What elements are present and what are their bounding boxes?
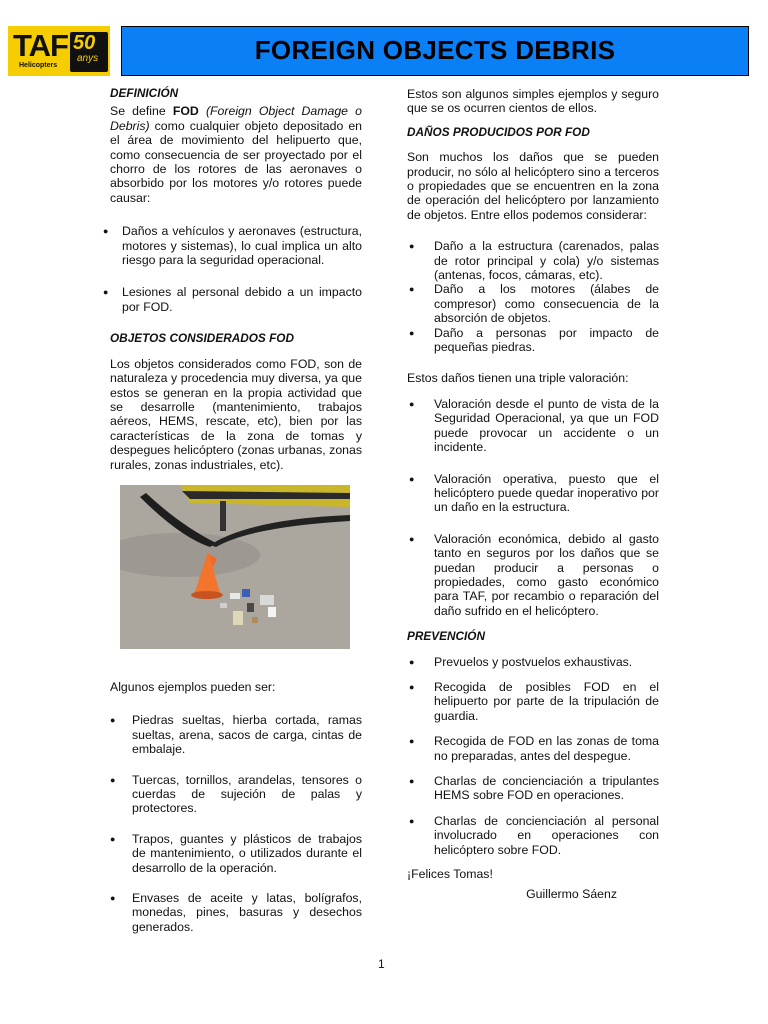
list-item-text: Valoración económica, debido al gasto tanto en seguros por los daños que se puedan producir a personas o propiedades, como gasto económico para TAF, por recambio o reparación del daño sufrido en el helicóptero. [434, 531, 659, 618]
list-item-text: Valoración operativa, puesto que el helicóptero puede quedar inoperativo por un daño en la estructura. [434, 471, 659, 515]
list-item [105, 285, 362, 314]
list-item [105, 713, 362, 756]
list-item-text: Trapos, guantes y plásticos de trabajos de mantenimiento, o utilizados durante el desarrollo de la operación. [132, 831, 362, 875]
bullet-icon: ● [110, 833, 116, 844]
list-item-text: Charlas de concienciación al personal involucrado en operaciones con helicóptero sobre FOD. [434, 813, 659, 857]
bullet-icon: ● [409, 473, 415, 484]
list-item-text: Daño a la estructura (carenados, palas de rotor principal y cola) y/o sistemas (antenas, focos, cámaras, etc). [434, 239, 659, 283]
danos-paragraph: Son muchos los daños que se pueden producir, no sólo al helicóptero sino a terceros o propiedades que se encuentren en la zona de operación del helicóptero por lanzamiento de objetos. Entre ellos podemos considerar: [407, 150, 659, 222]
def-lead: Se define [110, 104, 173, 119]
list-item [407, 774, 659, 803]
bullet-icon: ● [409, 398, 415, 409]
danos-heading: DAÑOS PRODUCIDOS POR FOD [407, 124, 590, 139]
page-number: 1 [378, 957, 385, 971]
list-item [407, 239, 659, 282]
right-intro: Estos son algunos simples ejemplos y seguro que se os ocurren cientos de ellos. [407, 87, 659, 116]
list-item-text: Tuercas, tornillos, arandelas, tensores o cuerdas de sujeción de palas y protectores. [132, 772, 362, 816]
list-item [407, 814, 659, 857]
list-item-text: Daños a vehículos y aeronaves (estructura, motores y sistemas), lo cual implica un alto riesgo para la seguridad operacional. [122, 224, 362, 268]
definicion-paragraph [110, 104, 362, 205]
def-italic: (Foreign Object Damage o Debris) [110, 104, 362, 133]
bullet-icon: ● [409, 533, 415, 544]
list-item [105, 832, 362, 875]
list-item-text: Valoración desde el punto de vista de la Seguridad Operacional, ya que un FOD puede provocar un accidente o un incidente. [434, 396, 659, 455]
bullet-icon: ● [110, 774, 116, 785]
valoracion-list [407, 397, 659, 618]
taf-logo [8, 26, 110, 76]
ejemplos-intro: Algunos ejemplos pueden ser: [110, 679, 276, 694]
fod-photo-illustration [120, 485, 350, 649]
list-item-text: Prevuelos y postvuelos exhaustivas. [434, 654, 633, 669]
bullet-icon: ● [409, 776, 415, 787]
bullet-icon: ● [409, 682, 415, 692]
list-item-text: Daño a los motores (álabes de compresor) como consecuencia de la absorción de objetos. [434, 282, 659, 326]
list-item [407, 472, 659, 515]
logo-subtext: Helicopters [19, 62, 58, 69]
list-item-text: Lesiones al personal debido a un impacto por FOD. [122, 285, 362, 314]
bullet-icon: ● [103, 287, 109, 298]
bullet-icon: ● [409, 815, 415, 826]
bullet-icon: ● [409, 284, 415, 295]
title-bar [121, 26, 749, 76]
bullet-icon: ● [409, 241, 415, 252]
list-item [407, 282, 659, 325]
list-item [407, 532, 659, 618]
prevencion-list [407, 655, 659, 857]
def-fod: FOD [172, 104, 199, 119]
left-column [103, 86, 362, 934]
list-item-text: Envases de aceite y latas, bolígrafos, monedas, pines, basuras y desechos generados. [132, 891, 362, 934]
list-item [105, 224, 362, 267]
closing-text: ¡Felices Tomas! [407, 867, 493, 882]
danos-list [407, 239, 659, 354]
list-item [407, 326, 659, 355]
bullet-icon: ● [409, 736, 415, 747]
list-item [407, 680, 659, 723]
list-item [105, 891, 362, 934]
ejemplos-list [110, 713, 362, 934]
definicion-heading: DEFINICIÓN [110, 86, 179, 100]
list-item-text: Daño a personas por impacto de pequeñas piedras. [434, 325, 659, 355]
objetos-heading: OBJETOS CONSIDERADOS FOD [110, 331, 294, 346]
list-item [407, 397, 659, 455]
anniversary-number: 50 [73, 32, 96, 54]
list-item [407, 734, 659, 763]
signature: Guillermo Sáenz [526, 887, 617, 902]
list-item-text: Charlas de concienciación a tripulantes HEMS sobre FOD en operaciones. [434, 774, 659, 803]
bullet-icon: ● [110, 715, 116, 726]
triple-valoracion: Estos daños tienen una triple valoración: [407, 370, 629, 385]
bullet-icon: ● [103, 226, 109, 237]
anniversary-badge [70, 32, 108, 72]
fod-photo [120, 485, 350, 649]
list-item-text: Recogida de FOD en las zonas de toma no preparadas, antes del despegue. [434, 734, 659, 763]
bullet-icon: ● [409, 656, 415, 667]
page-title: FOREIGN OBJECTS DEBRIS [254, 35, 616, 65]
bullet-icon: ● [409, 327, 415, 338]
objetos-paragraph: Los objetos considerados como FOD, son de naturaleza y procedencia muy diversa, ya que estos se generan en la propia actividad que se desarrolle (mantenimiento, trabajos aéreos, HEMS, rescate, etc), bien por las características de la zona de tomas y despegues helicóptero (zonas urbanas, zonas rurales, zonas industriales, etc). [110, 356, 362, 472]
list-item [407, 655, 659, 669]
definicion-list [103, 224, 362, 314]
bullet-icon: ● [110, 893, 116, 903]
logo-text: TAF [13, 28, 68, 63]
def-rest: como cualquier objeto depositado en el área de movimiento del helipuerto que, como consecuencia de ser proyectado por el chorro de los rotores de las aeronaves o absorbido por los motores y/o rotores puede causar: [110, 118, 362, 205]
prevencion-heading: PREVENCIÓN [407, 629, 486, 644]
list-item-text: Piedras sueltas, hierba cortada, ramas sueltas, arena, sacos de carga, cintas de embalaje. [132, 713, 362, 757]
anniversary-word: anys [77, 53, 99, 64]
list-item-text: Recogida de posibles FOD en el helipuerto por parte de la tripulación de guardia. [434, 680, 659, 723]
right-column [407, 87, 659, 902]
list-item [105, 773, 362, 816]
